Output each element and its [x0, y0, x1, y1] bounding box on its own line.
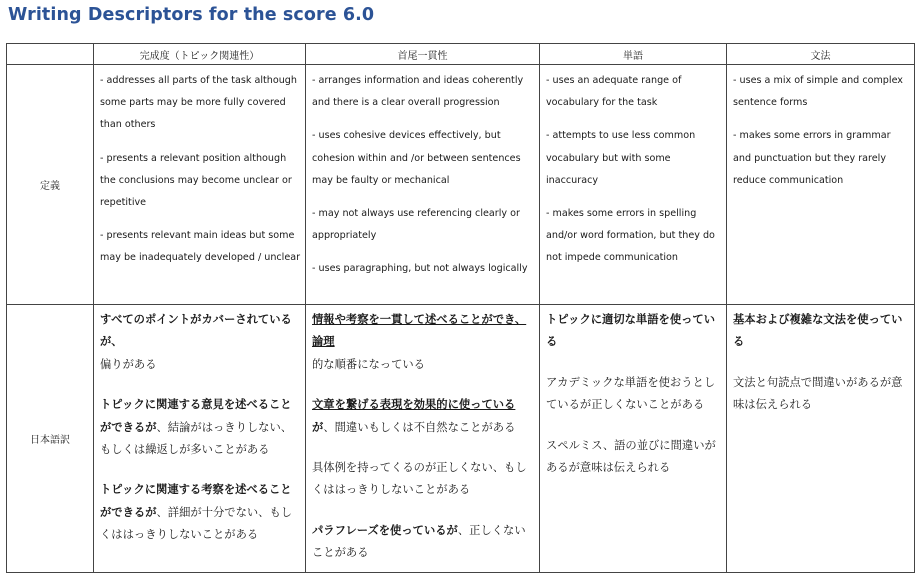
- bold-phrase: トピックに関連する意見を述べることができるが: [100, 398, 292, 434]
- bold-phrase: 文章を繋げる表現を効果的に使っている: [312, 398, 516, 412]
- plain-phrase: 、結論がはっきりしない、もしくは繰返しが多いことがある: [100, 420, 293, 457]
- japanese-task-achievement: [94, 305, 306, 573]
- header-coherence: 首尾一貫性: [306, 44, 540, 65]
- plain-phrase: 偏りがある: [100, 357, 157, 371]
- definition-vocabulary: [540, 65, 727, 305]
- plain-phrase: 、間違いもしくは不自然なことがある: [323, 420, 516, 434]
- japanese-text: [100, 309, 301, 376]
- definition-text: - presents relevant main ideas but some may be inadequately developed / unclear: [100, 230, 301, 264]
- japanese-coherence: [306, 305, 540, 573]
- definition-text: - makes some errors in spelling and/or word formation, but they do not impede communication: [546, 208, 715, 264]
- japanese-text: [100, 479, 301, 546]
- page-title: Writing Descriptors for the score 6.0: [8, 5, 375, 25]
- definition-text: - attempts to use less common vocabulary but with some inaccuracy: [546, 130, 696, 186]
- japanese-grammar: [727, 305, 915, 573]
- bold-phrase: すべてのポイントがカバーされているが、: [100, 313, 292, 349]
- japanese-text: [546, 309, 722, 354]
- header-empty: [7, 44, 94, 65]
- descriptor-table: [6, 43, 915, 573]
- definition-text: - makes some errors in grammar and punctuation but they rarely reduce communication: [733, 130, 891, 186]
- japanese-vocabulary: [540, 305, 727, 573]
- header-grammar: 文法: [727, 44, 915, 65]
- japanese-text: スペルミス、語の並びに間違いがあるが意味は伝えられる: [546, 438, 716, 475]
- japanese-text: [100, 394, 301, 461]
- definition-text: - uses an adequate range of vocabulary for the task: [546, 75, 682, 109]
- definition-row: [7, 65, 915, 305]
- definition-text: - uses cohesive devices effectively, but cohesion within and /or between sentences may be faulty or mechanical: [312, 130, 521, 186]
- bold-phrase: 基本および複雑な文法を使っている: [733, 313, 903, 349]
- definition-text: - arranges information and ideas coherently and there is a clear overall progression: [312, 75, 524, 109]
- japanese-text: [312, 520, 535, 565]
- definition-text: - may not always use referencing clearly or appropriately: [312, 208, 520, 242]
- plain-phrase: 的な順番になっている: [312, 357, 425, 371]
- japanese-text: [312, 394, 535, 439]
- bold-phrase: 情報や考察を一貫して述べることができ、論理: [312, 313, 527, 349]
- bold-phrase: トピックに適切な単語を使っている: [546, 313, 716, 349]
- japanese-text: アカデミックな単語を使おうとしているが正しくないことがある: [546, 375, 716, 412]
- definition-coherence: [306, 65, 540, 305]
- row-label-definition: 定義: [7, 65, 94, 305]
- bold-phrase: パラフレーズを使っているが: [312, 523, 458, 537]
- definition-text: - addresses all parts of the task although some parts may be more fully covered than others: [100, 75, 297, 131]
- definition-text: - uses a mix of simple and complex sentence forms: [733, 75, 903, 109]
- japanese-text: 具体例を持ってくるのが正しくない、もしくははっきりしないことがある: [312, 461, 527, 497]
- plain-phrase: 、正しくないことがある: [312, 523, 526, 560]
- header-task-achievement: 完成度（トピック関連性）: [94, 44, 306, 65]
- definition-text: - presents a relevant position although the conclusions may become unclear or repetitive: [100, 152, 292, 209]
- row-label-japanese: 日本語訳: [7, 305, 94, 573]
- definition-text: - uses paragraphing, but not always logically: [312, 263, 528, 275]
- japanese-row: [7, 305, 915, 573]
- header-vocabulary: 単語: [540, 44, 727, 65]
- japanese-text: 文法と句読点で間違いがあるが意味は伝えられる: [733, 375, 903, 412]
- bold-phrase: トピックに関連する考察を述べることができるが: [100, 483, 292, 519]
- japanese-text: [312, 309, 535, 376]
- plain-phrase: 、詳細が十分でない、もしくははっきりしないことがある: [100, 505, 293, 542]
- definition-grammar: [727, 65, 915, 305]
- bold-phrase: が: [312, 420, 324, 434]
- definition-task-achievement: [94, 65, 306, 305]
- japanese-text: [733, 309, 910, 354]
- header-row: [7, 44, 915, 65]
